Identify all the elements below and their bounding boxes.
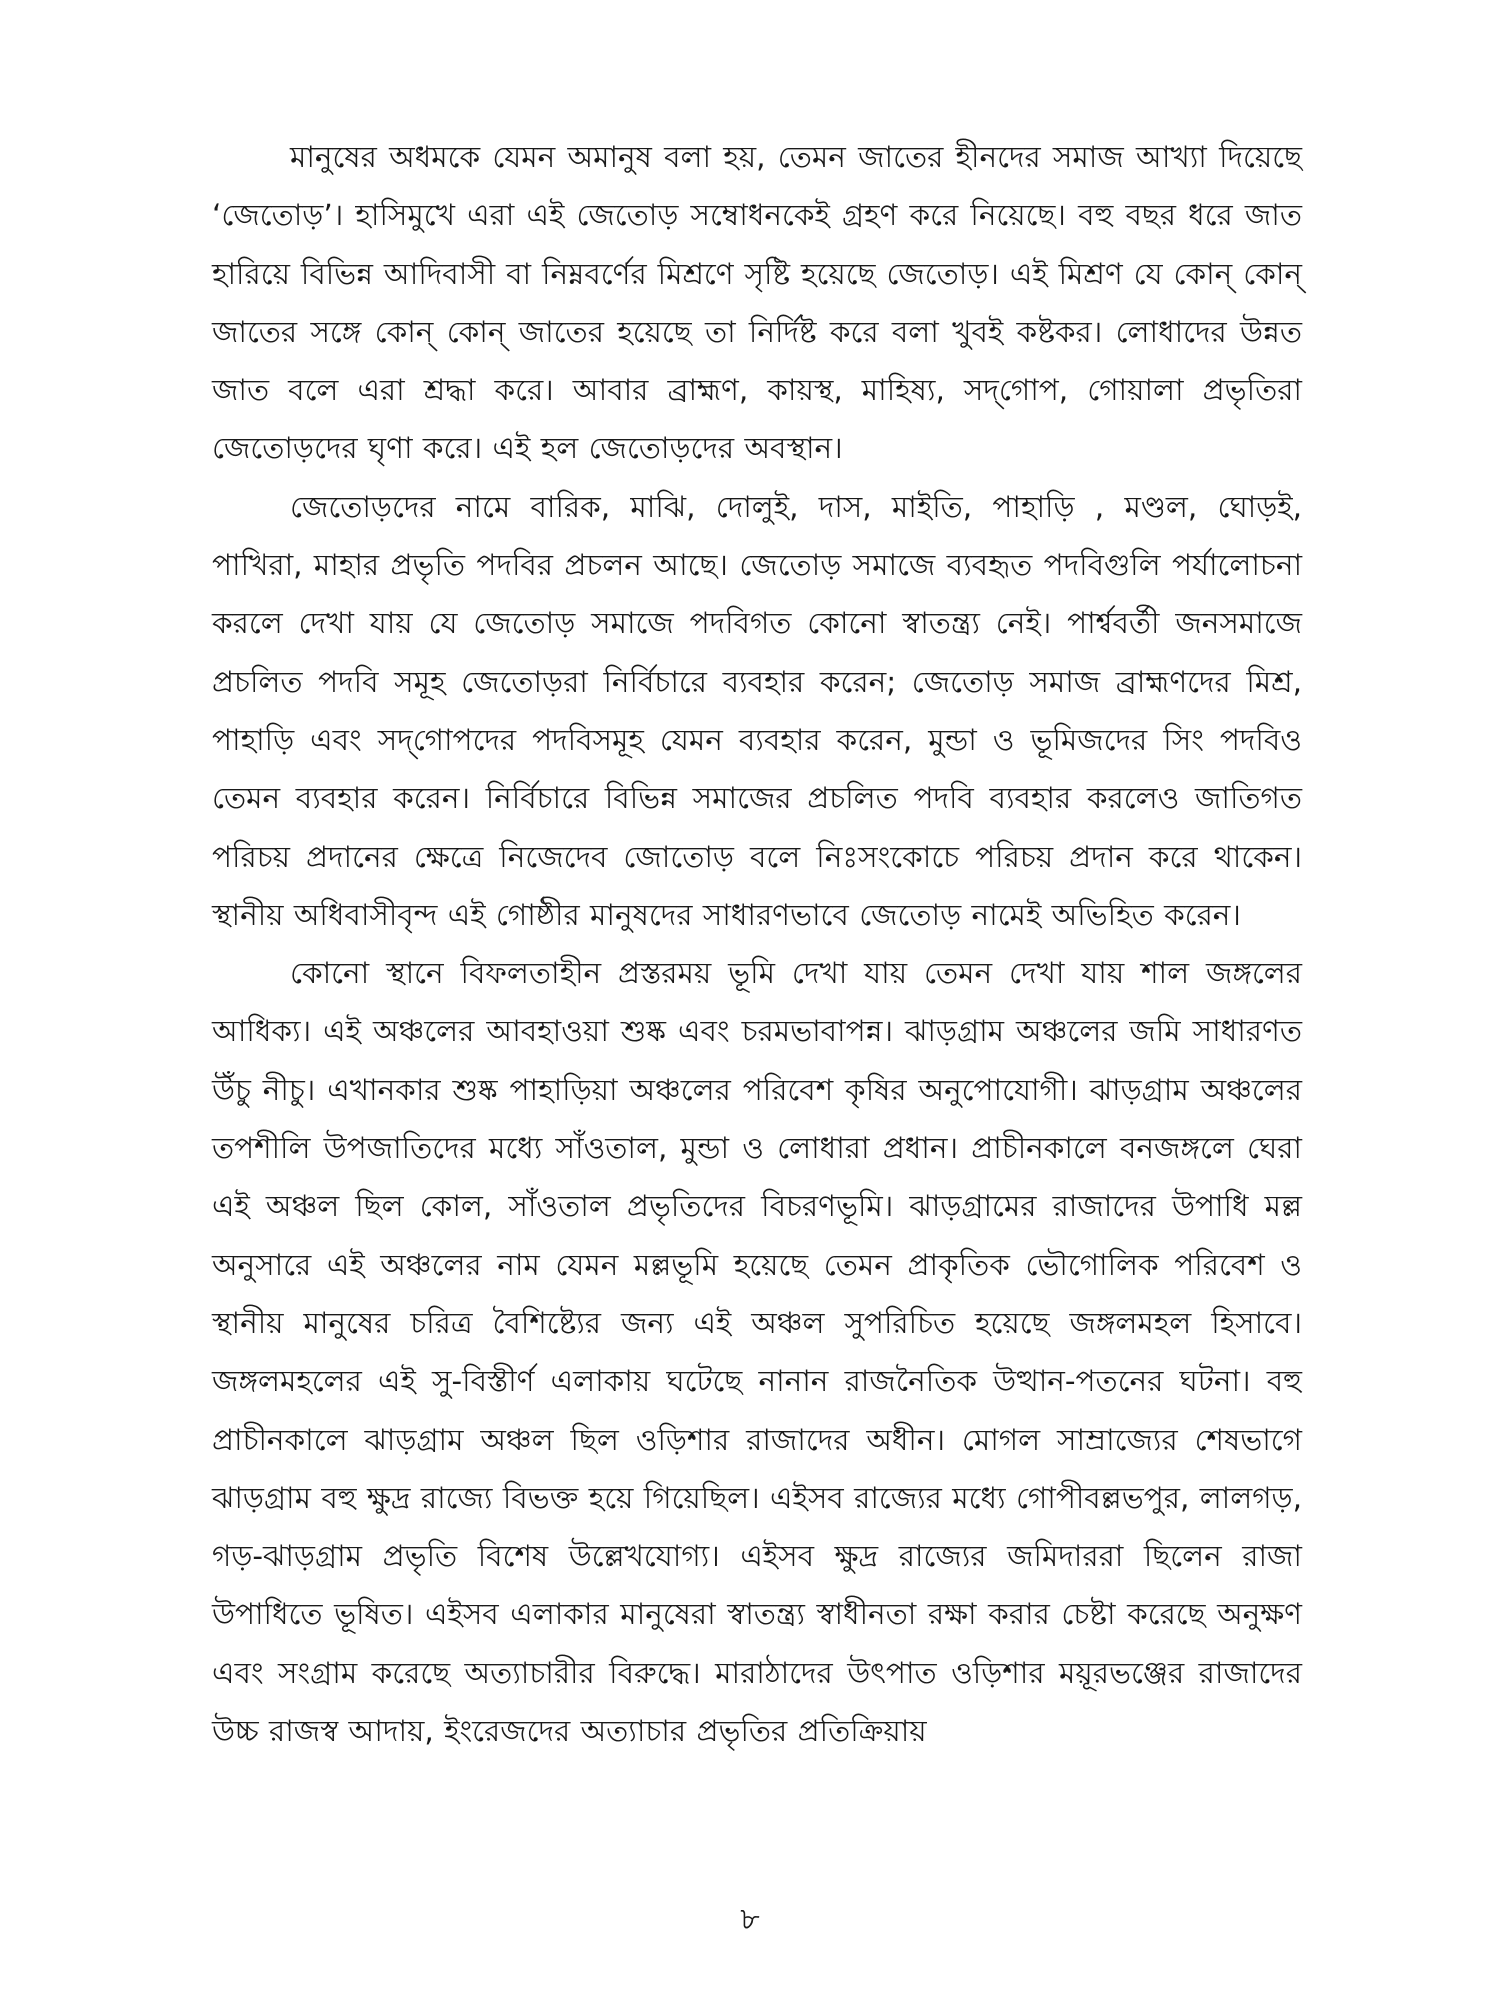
paragraph-jetor-surnames: জেতোড়দের নামে বারিক, মাঝি, দোলুই, দাস, মাইতি, পাহাড়ি , মণ্ডল, ঘোড়ই, পাখিরা, মাহার প্রভৃতি পদবির প্রচলন আছে। জেতোড় সমাজে ব্যবহৃত পদবিগুলি পর্যালোচনা করলে দেখা যায় যে জেতোড় সমাজে পদবিগত কোনো স্বাতন্ত্র্য নেই। পার্শ্ববর্তী জনসমাজে প্রচলিত পদবি সমূহ জেতোড়রা নির্বিচারে ব্যবহার করেন; জেতোড় সমাজ ব্রাহ্মণদের মিশ্র, পাহাড়ি এবং সদ্‌গোপদের পদবিসমূহ যেমন ব্যবহার করেন, মুন্ডা ও ভূমিজদের সিং পদবিও তেমন ব্যবহার করেন। নির্বিচারে বিভিন্ন সমাজের প্রচলিত পদবি ব্যবহার করলেও জাতিগত পরিচয় প্রদানের ক্ষেত্রে নিজেদেব জোতোড় বলে নিঃসংকোচে পরিচয় প্রদান করে থাকেন। স্থানীয় অধিবাসীবৃন্দ এই গোষ্ঠীর মানুষদের সাধারণভাবে জেতোড় নামেই অভিহিত করেন। xyxy=(212,489,1302,932)
paragraph-jetor-identity: মানুষের অধমকে যেমন অমানুষ বলা হয়, তেমন জাতের হীনদের সমাজ আখ্যা দিয়েছে ‘জেতোড়’। হাসিমুখে এরা এই জেতোড় সম্বোধনকেই গ্রহণ করে নিয়েছে। বহু বছর ধরে জাত হারিয়ে বিভিন্ন আদিবাসী বা নিম্নবর্ণের মিশ্রণে সৃষ্টি হয়েছে জেতোড়। এই মিশ্রণ যে কোন্ কোন্ জাতের সঙ্গে কোন্ কোন্ জাতের হয়েছে তা নির্দিষ্ট করে বলা খুবই কষ্টকর। লোধাদের উন্নত জাত বলে এরা শ্রদ্ধা করে। আবার ব্রাহ্মণ, কায়স্থ, মাহিষ্য, সদ্‌গোপ, গোয়ালা প্রভৃতিরা জেতোড়দের ঘৃণা করে। এই হল জেতোড়দের অবস্থান। xyxy=(212,140,1302,466)
page-number: ৮ xyxy=(740,1902,760,1937)
paragraph-jhargram-region: কোনো স্থানে বিফলতাহীন প্রস্তরময় ভূমি দেখা যায় তেমন দেখা যায় শাল জঙ্গলের আধিক্য। এই অঞ্চলের আবহাওয়া শুষ্ক এবং চরমভাবাপন্ন। ঝাড়গ্রাম অঞ্চলের জমি সাধারণত উঁচু নীচু। এখানকার শুষ্ক পাহাড়িয়া অঞ্চলের পরিবেশ কৃষির অনুপোযোগী। ঝাড়গ্রাম অঞ্চলের তপশীলি উপজাতিদের মধ্যে সাঁওতাল, মুন্ডা ও লোধারা প্রধান। প্রাচীনকালে বনজঙ্গলে ঘেরা এই অঞ্চল ছিল কোল, সাঁওতাল প্রভৃতিদের বিচরণভূমি। ঝাড়গ্রামের রাজাদের উপাধি মল্ল অনুসারে এই অঞ্চলের নাম যেমন মল্লভূমি হয়েছে তেমন প্রাকৃতিক ভৌগোলিক পরিবেশ ও স্থানীয় মানুষের চরিত্র বৈশিষ্ট্যের জন্য এই অঞ্চল সুপরিচিত হয়েছে জঙ্গলমহল হিসাবে। জঙ্গলমহলের এই সু-বিস্তীর্ণ এলাকায় ঘটেছে নানান রাজনৈতিক উত্থান-পতনের ঘটনা। বহু প্রাচীনকালে ঝাড়গ্রাম অঞ্চল ছিল ওড়িশার রাজাদের অধীন। মোগল সাম্রাজ্যের শেষভাগে ঝাড়গ্রাম বহু ক্ষুদ্র রাজ্যে বিভক্ত হয়ে গিয়েছিল। এইসব রাজ্যের মধ্যে গোপীবল্লভপুর, লালগড়, গড়-ঝাড়গ্রাম প্রভৃতি বিশেষ উল্লেখযোগ্য। এইসব ক্ষুদ্র রাজ্যের জমিদাররা ছিলেন রাজা উপাধিতে ভূষিত। এইসব এলাকার মানুষেরা স্বাতন্ত্র্য স্বাধীনতা রক্ষা করার চেষ্টা করেছে অনুক্ষণ এবং সংগ্রাম করেছে অত্যাচারীর বিরুদ্ধে। মারাঠাদের উৎপাত ওড়িশার ময়ূরভঞ্জের রাজাদের উচ্চ রাজস্ব আদায়, ইংরেজদের অত্যাচার প্রভৃতির প্রতিক্রিয়ায় xyxy=(212,956,1302,1749)
page-body-text xyxy=(212,128,1302,1760)
